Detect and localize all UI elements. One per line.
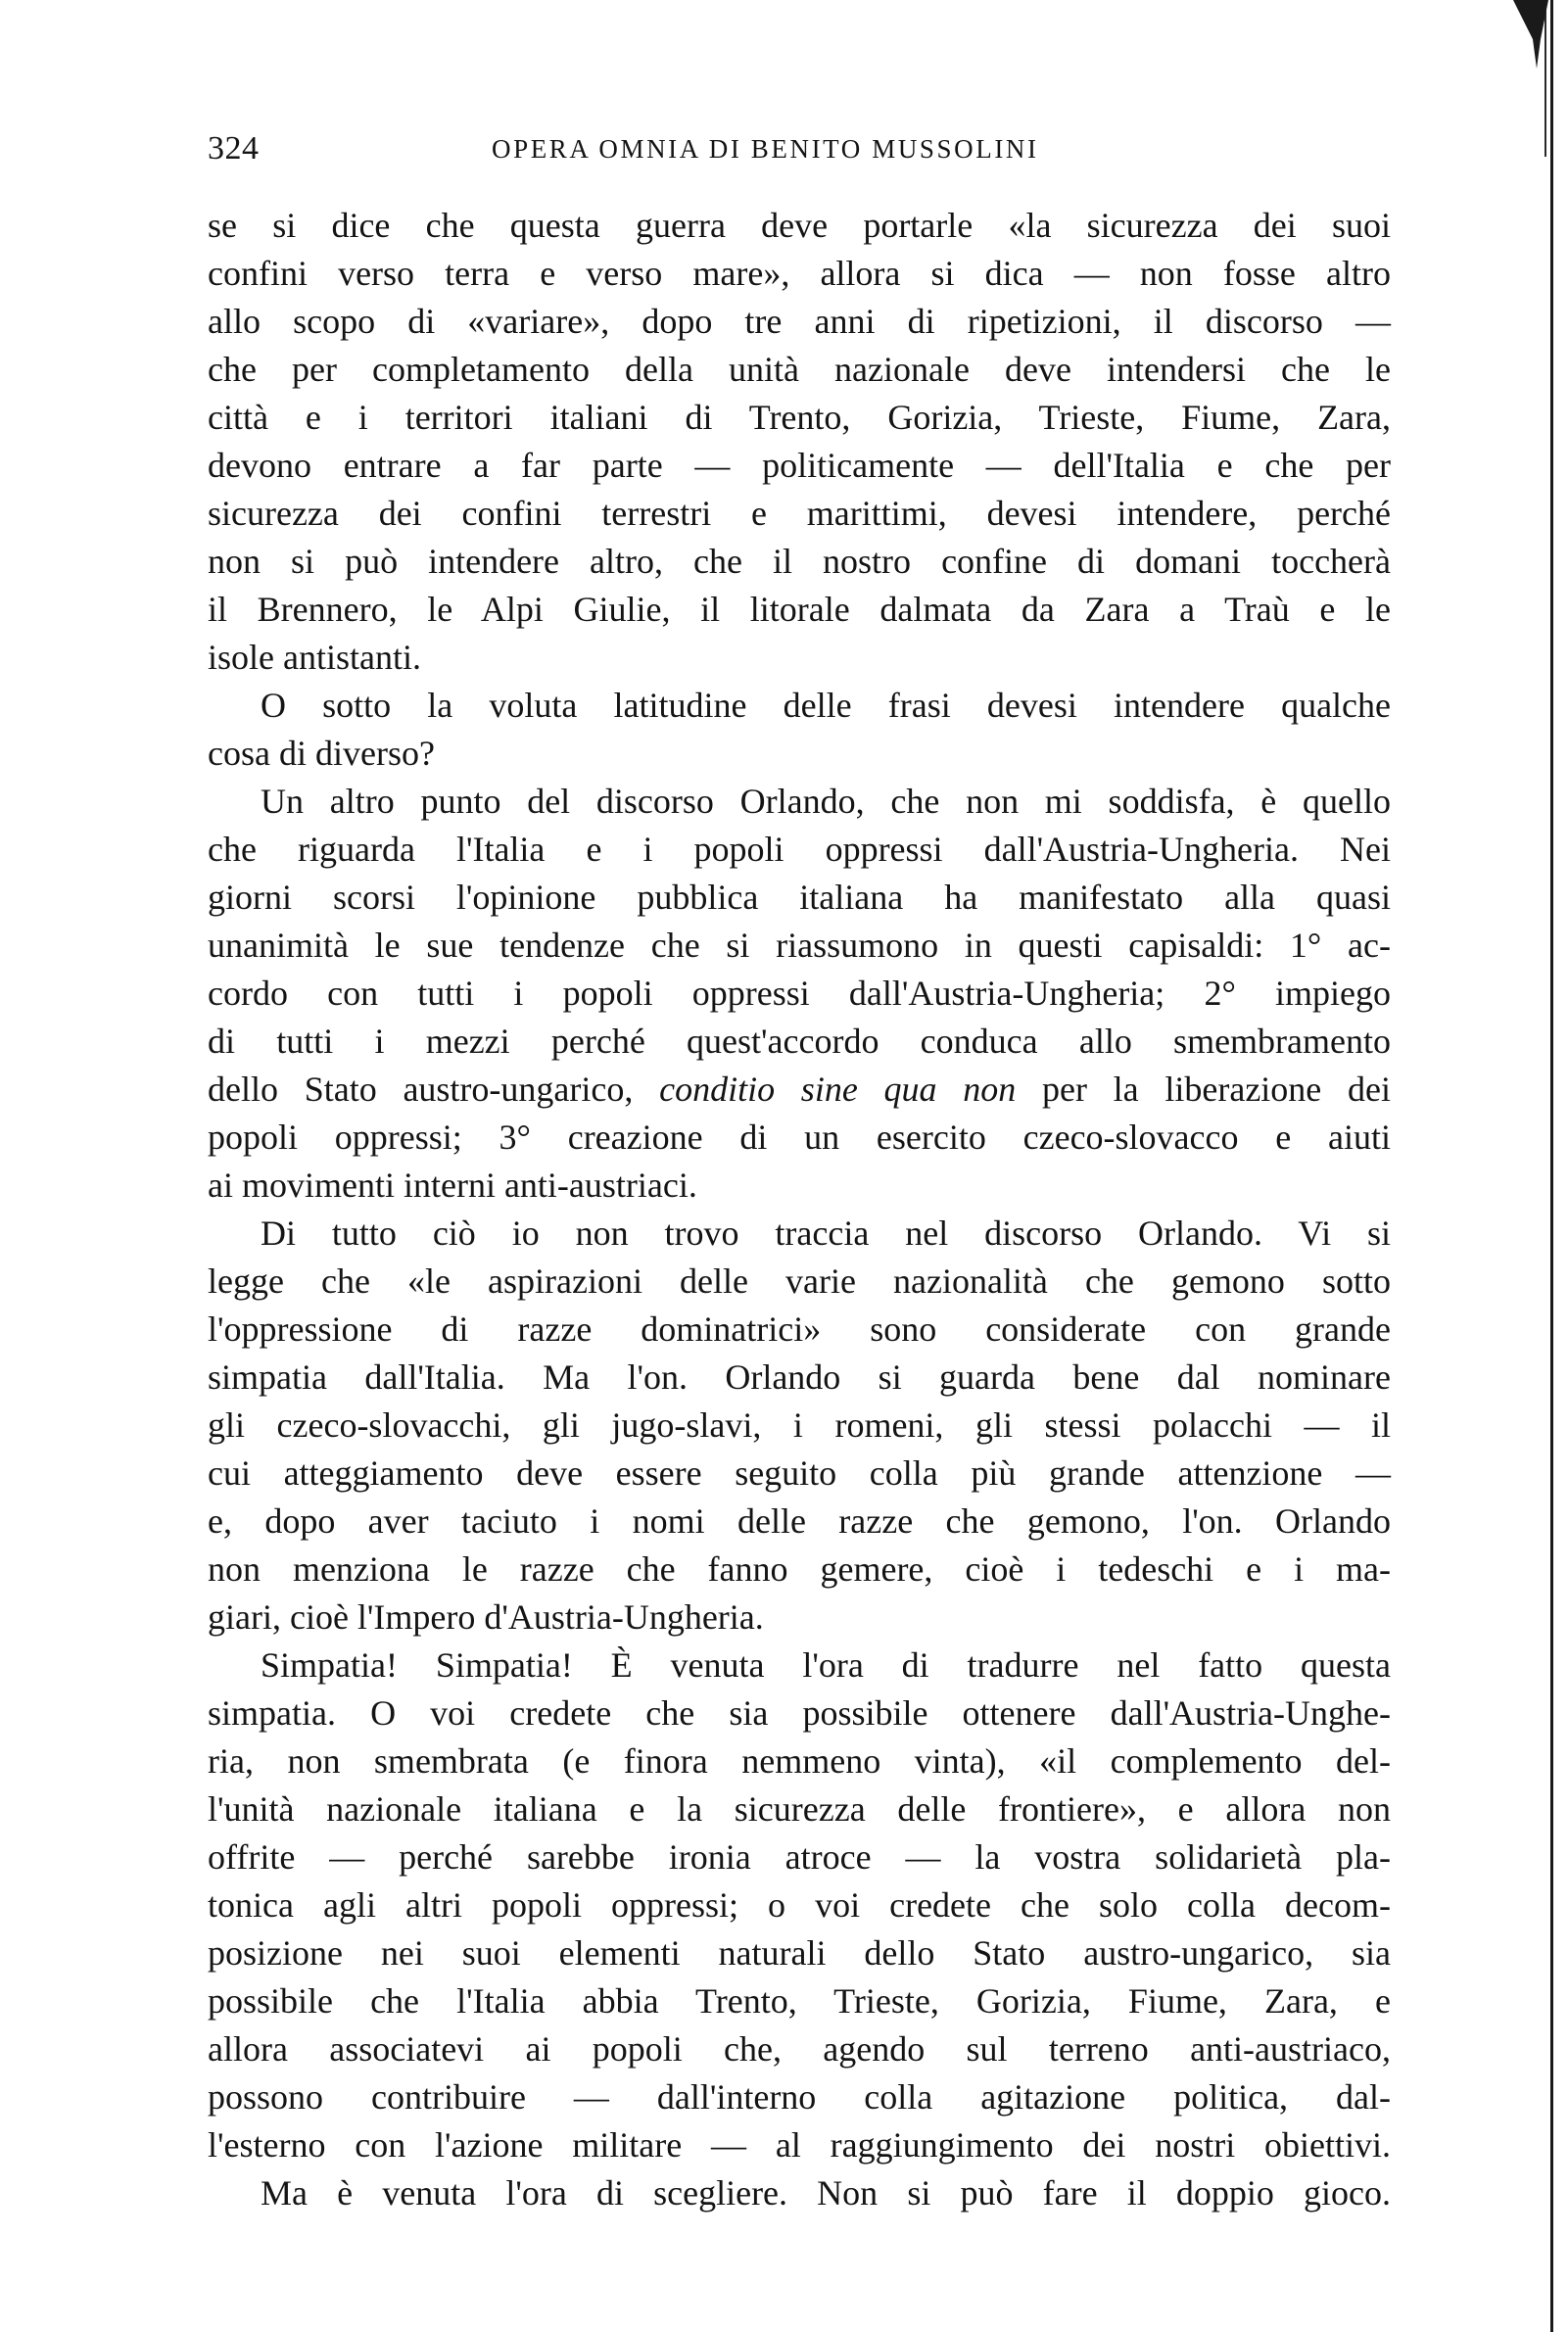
text-line: legge che «le aspirazioni delle varie nazionalità che gemono sotto xyxy=(208,1261,1391,1301)
page-number: 324 xyxy=(208,130,260,167)
scan-corner-mark xyxy=(1511,0,1550,69)
text-line: isole antistanti. xyxy=(208,638,421,677)
text-line: devono entrare a far parte — politicamente — dell'Italia e che per xyxy=(208,446,1391,485)
text-line: e, dopo aver taciuto i nomi delle razze che gemono, l'on. Orlando xyxy=(208,1501,1391,1541)
text-line: cordo con tutti i popoli oppressi dall'Austria-Ungheria; 2° impiego xyxy=(208,974,1391,1013)
text-line: popoli oppressi; 3° creazione di un esercito czeco-slovacco e aiuti xyxy=(208,1118,1391,1157)
text-line: dello Stato austro-ungarico, conditio sine qua non per la liberazione dei xyxy=(208,1070,1391,1109)
text-line: non menziona le razze che fanno gemere, cioè i tedeschi e i ma- xyxy=(208,1549,1391,1589)
text-line: ai movimenti interni anti-austriaci. xyxy=(208,1166,697,1205)
text-line: il Brennero, le Alpi Giulie, il litorale dalmata da Zara a Traù e le xyxy=(208,590,1391,629)
text-line: simpatia dall'Italia. Ma l'on. Orlando si guarda bene dal nominare xyxy=(208,1357,1391,1397)
text-line: che per completamento della unità nazionale deve intendersi che le xyxy=(208,350,1391,389)
text-line: l'esterno con l'azione militare — al raggiungimento dei nostri obiettivi. xyxy=(208,2125,1391,2165)
text-line: cosa di diverso? xyxy=(208,734,435,773)
text-line: città e i territori italiani di Trento, Gorizia, Trieste, Fiume, Zara, xyxy=(208,398,1391,437)
text-line: di tutti i mezzi perché quest'accordo conduca allo smembramento xyxy=(208,1022,1391,1061)
text-line: giari, cioè l'Impero d'Austria-Ungheria. xyxy=(208,1597,764,1637)
text-line: non si può intendere altro, che il nostro confine di domani toccherà xyxy=(208,542,1391,581)
text-line: cui atteggiamento deve essere seguito colla più grande attenzione — xyxy=(208,1453,1391,1493)
text-line: unanimità le sue tendenze che si riassumono in questi capisaldi: 1° ac- xyxy=(208,926,1391,965)
text-line: tonica agli altri popoli oppressi; o voi credete che solo colla decom- xyxy=(208,1885,1391,1925)
page-binding-edge xyxy=(1550,0,1558,2332)
text-line: simpatia. O voi credete che sia possibile ottenere dall'Austria-Unghe- xyxy=(208,1693,1391,1733)
body-text xyxy=(208,202,1391,2217)
text-line: possibile che l'Italia abbia Trento, Trieste, Gorizia, Fiume, Zara, e xyxy=(208,1981,1391,2021)
text-line: Un altro punto del discorso Orlando, che non mi soddisfa, è quello xyxy=(261,782,1391,821)
text-line: sicurezza dei confini terrestri e marittimi, devesi intendere, perché xyxy=(208,494,1391,533)
text-line: se si dice che questa guerra deve portarle «la sicurezza dei suoi xyxy=(208,206,1391,245)
text-line: Ma è venuta l'ora di scegliere. Non si può fare il doppio gioco. xyxy=(261,2173,1391,2213)
italic-phrase: conditio sine qua non xyxy=(659,1070,1017,1109)
text-line: l'oppressione di razze dominatrici» sono considerate con grande xyxy=(208,1309,1391,1349)
text-line: posizione nei suoi elementi naturali dello Stato austro-ungarico, sia xyxy=(208,1933,1391,1973)
text-line: Di tutto ciò io non trovo traccia nel discorso Orlando. Vi si xyxy=(261,1214,1391,1253)
text-line: giorni scorsi l'opinione pubblica italiana ha manifestato alla quasi xyxy=(208,878,1391,917)
text-line: possono contribuire — dall'interno colla agitazione politica, dal- xyxy=(208,2077,1391,2117)
text-line: Simpatia! Simpatia! È venuta l'ora di tradurre nel fatto questa xyxy=(261,1645,1391,1685)
text-line: confini verso terra e verso mare», allora si dica — non fosse altro xyxy=(208,254,1391,293)
page-header xyxy=(208,127,1391,170)
binding-shadow-line xyxy=(1550,0,1553,2332)
text-line: ria, non smembrata (e finora nemmeno vinta), «il complemento del- xyxy=(208,1741,1391,1781)
text-line: gli czeco-slovacchi, gli jugo-slavi, i romeni, gli stessi polacchi — il xyxy=(208,1405,1391,1445)
text-line: che riguarda l'Italia e i popoli oppressi dall'Austria-Ungheria. Nei xyxy=(208,830,1391,869)
text-line: allora associatevi ai popoli che, agendo sul terreno anti-austriaco, xyxy=(208,2029,1391,2069)
text-line: l'unità nazionale italiana e la sicurezza delle frontiere», e allora non xyxy=(208,1789,1391,1829)
text-line: O sotto la voluta latitudine delle frasi devesi intendere qualche xyxy=(261,686,1391,725)
text-line: offrite — perché sarebbe ironia atroce — la vostra solidarietà pla- xyxy=(208,1837,1391,1877)
running-title: OPERA OMNIA DI BENITO MUSSOLINI xyxy=(492,134,1039,164)
text-line: allo scopo di «variare», dopo tre anni di ripetizioni, il discorso — xyxy=(208,302,1391,341)
